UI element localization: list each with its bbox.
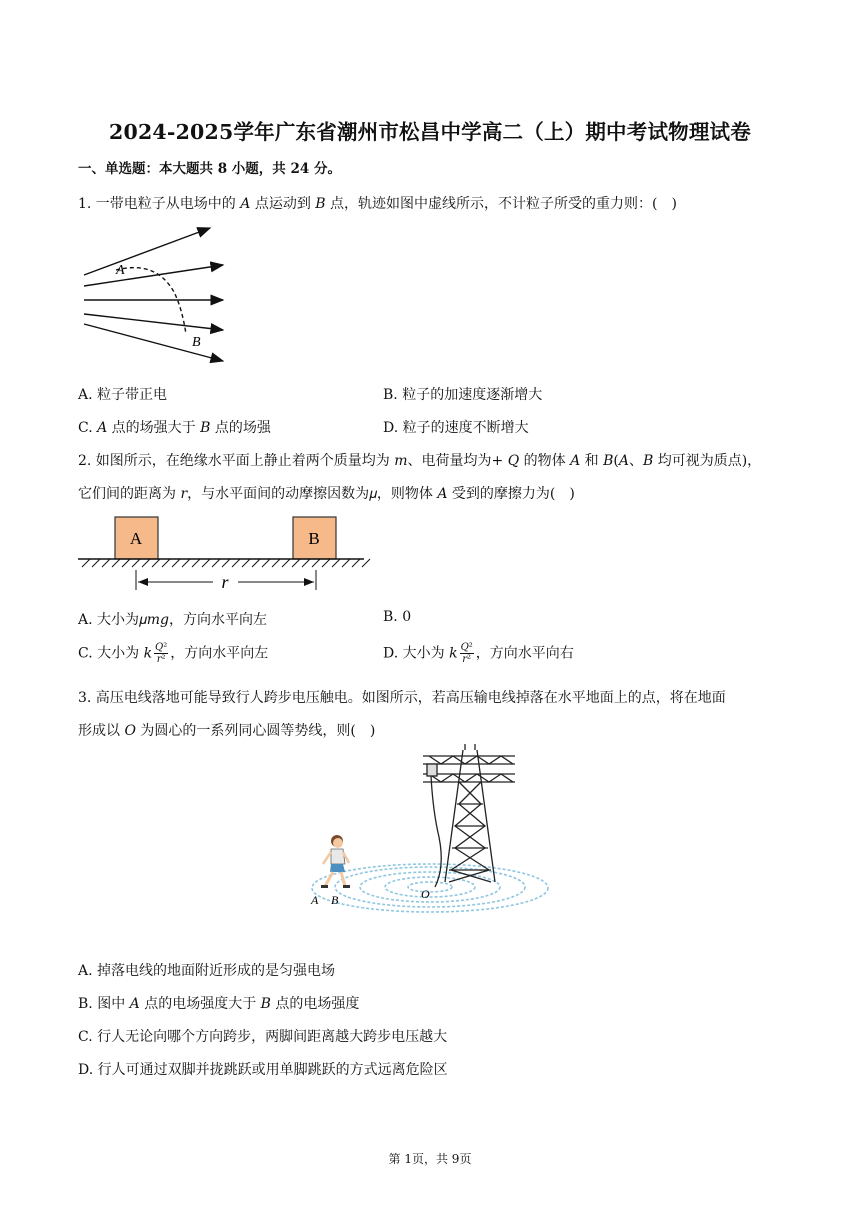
point-o-label: O <box>421 887 430 901</box>
fraction-denominator: 𝑟² <box>462 654 472 665</box>
question-1-field-figure <box>78 222 238 370</box>
field-line-1 <box>84 228 210 275</box>
point-a-label: A <box>311 893 319 907</box>
q1-option-d: D. 粒子的速度不断增大 <box>383 420 529 436</box>
question-1-stem: 1. 一带电粒子从电场中的 𝐴 点运动到 𝐵 点，轨迹如图中虚线所示，不计粒子所受的重力则：( ) <box>78 196 677 212</box>
section-heading: 一、单选题：本大题共 8 小题，共 24 分。 <box>78 161 341 177</box>
q2-option-a: A. 大小为𝜇𝑚𝑔，方向水平向左 <box>78 612 268 628</box>
point-b-label: B <box>192 335 201 350</box>
q2-option-c-suffix: ，方向水平向左 <box>170 645 269 662</box>
field-line-4 <box>84 314 223 330</box>
q2-option-b: B. 0 <box>383 609 412 625</box>
block-a-label: A <box>129 529 143 548</box>
q2-option-c-fraction <box>154 642 168 665</box>
fraction-numerator: 𝑄² <box>155 642 168 653</box>
q3-option-b: B. 图中 𝐴 点的电场强度大于 𝐵 点的电场强度 <box>78 996 360 1012</box>
fraction-denominator: 𝑟² <box>156 654 166 665</box>
question-2-stem-line1: 2. 如图所示，在绝缘水平面上静止着两个质量均为 𝑚、电荷量均为+ 𝑄 的物体 𝐴 和 𝐵(𝐴、𝐵 均可视为质点)， <box>78 453 762 469</box>
question-2-stem-line2: 它们间的距离为 𝑟，与水平面间的动摩擦因数为𝜇，则物体 𝐴 受到的摩擦力为( ) <box>78 486 575 502</box>
q1-option-a: A. 粒子带正电 <box>78 387 168 403</box>
q1-option-c: C. 𝐴 点的场强大于 𝐵 点的场强 <box>78 420 271 436</box>
distance-r-label: r <box>221 572 229 592</box>
point-b-label: B <box>331 893 339 907</box>
question-3-stem-line2: 形成以 𝑂 为圆心的一系列同心圆等势线，则( ) <box>78 723 376 739</box>
q3-option-d: D. 行人可通过双脚并拢跳跃或用单脚跳跃的方式远离危险区 <box>78 1062 448 1078</box>
q1-option-b: B. 粒子的加速度逐渐增大 <box>383 387 543 403</box>
page-footer: 第 1页，共 9页 <box>388 1152 472 1166</box>
field-line-5 <box>84 324 223 361</box>
question-3-stem-line1: 3. 高压电线落地可能导致行人跨步电压触电。如图所示，若高压输电线掉落在水平地面上的点，将在地面 <box>78 690 726 706</box>
block-b-label: B <box>308 529 320 548</box>
field-line-2 <box>84 265 223 286</box>
q3-option-c: C. 行人无论向哪个方向跨步，两脚间距离越大跨步电压越大 <box>78 1029 448 1045</box>
page-title: 2024-2025学年广东省潮州市松昌中学高二（上）期中考试物理试卷 <box>109 120 751 144</box>
q2-option-c-prefix: C. 大小为 𝑘 <box>78 645 153 662</box>
q2-option-c <box>78 642 268 665</box>
ground-hatching <box>82 559 370 567</box>
question-3-power-line-figure <box>305 742 555 912</box>
fraction-numerator: 𝑄² <box>460 642 473 653</box>
walking-person <box>321 835 350 888</box>
q3-option-a: A. 掉落电线的地面附近形成的是匀强电场 <box>78 963 336 979</box>
q2-option-d-prefix: D. 大小为 𝑘 <box>383 645 458 662</box>
q2-option-d-suffix: ，方向水平向右 <box>475 645 574 662</box>
q2-option-d <box>383 642 574 665</box>
q2-option-d-fraction <box>460 642 474 665</box>
question-2-blocks-figure <box>78 514 368 594</box>
point-a-label: A <box>116 263 125 278</box>
